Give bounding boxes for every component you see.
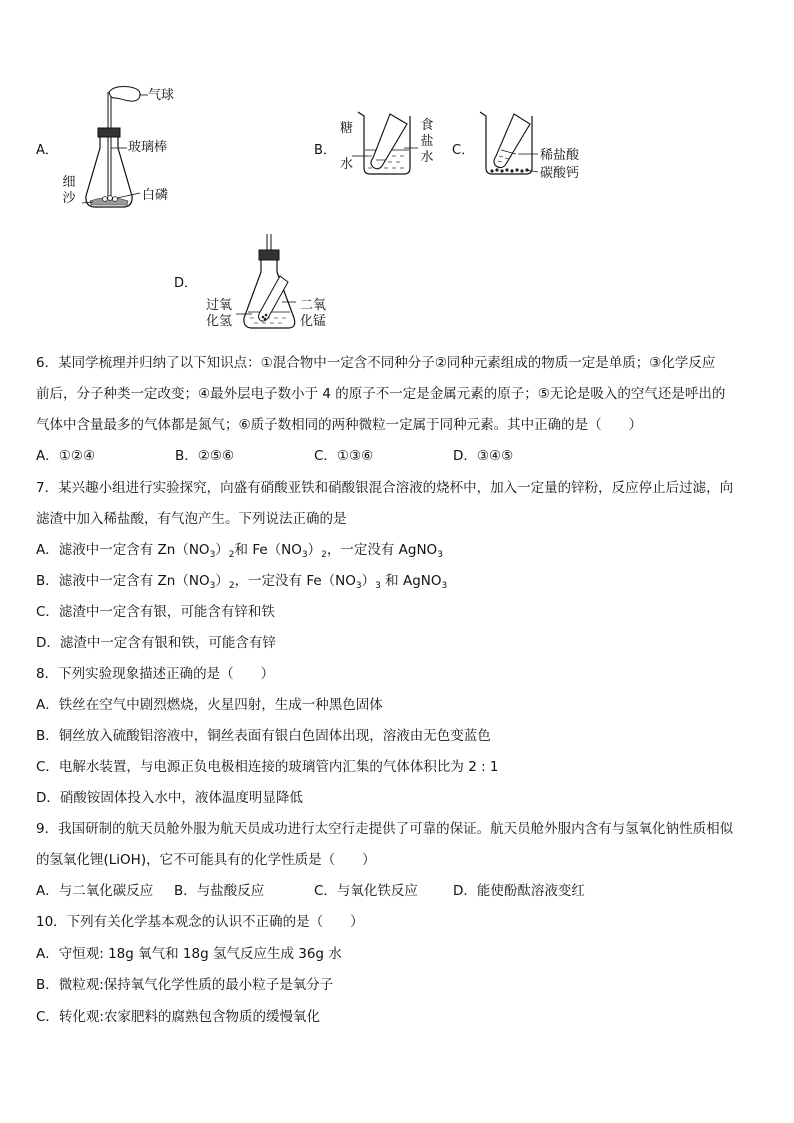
q10-stem: 10．下列有关化学基本观念的认识不正确的是（ ） — [36, 914, 364, 930]
q7-stem-line-1: 7．某兴趣小组进行实验探究，向盛有硝酸亚铁和硝酸银混合溶液的烧杯中，加入一定量的锌粉，反应停止后过滤，向 — [36, 480, 734, 496]
hydrogen-peroxide-label: 过氧化氢 — [205, 298, 232, 329]
q6-stem-line-3: 气体中含量最多的气体都是氮气；⑥质子数相同的两种微粒一定属于同种元素。其中正确的是（ ） — [36, 417, 643, 433]
manganese-dioxide-label: 二氧化锰 — [299, 298, 326, 329]
q10-option-c[interactable]: C．转化观:农家肥料的腐熟包含物质的缓慢氧化 — [36, 1009, 320, 1025]
q9-option-b[interactable]: B．与盐酸反应 — [174, 883, 265, 899]
q7-option-a[interactable]: A．滤液中一定含有 $Zn(NO_3)_2$和 $Fe(NO_3)_2$，一定没有 AgNO$_3$ — [36, 542, 443, 560]
option-a-label: A． — [36, 143, 58, 158]
glass-rod-label: 玻璃棒 — [128, 140, 168, 155]
q8-option-c[interactable]: C．电解水装置，与电源正负电极相连接的玻璃管内汇集的气体体积比为 2 : 1 — [36, 759, 499, 775]
dilute-hcl-label: 稀盐酸 — [540, 148, 580, 163]
calcium-carbonate-label: 碳酸钙 — [540, 166, 580, 181]
q6-option-a[interactable]: A．①②④ — [36, 448, 96, 464]
q7-option-c[interactable]: C．滤渣中一定含有银，可能含有锌和铁 — [36, 604, 275, 620]
q8-option-a[interactable]: A．铁丝在空气中剧烈燃烧，火星四射，生成一种黑色固体 — [36, 697, 383, 713]
q9-stem-line-1: 9．我国研制的航天员舱外服为航天员成功进行太空行走提供了可靠的保证。航天员舱外服内含有与氢氧化钠性质相似 — [36, 821, 734, 837]
q10-option-a[interactable]: A．守恒观: 18g 氧气和 18g 氢气反应生成 36g 水 — [36, 946, 342, 962]
q6-stem-line-2: 前后，分子种类一定改变；④最外层电子数小于 4 的原子不一定是金属元素的原子；⑤无论是吸入的空气还是呼出的 — [36, 386, 726, 402]
q6-option-b[interactable]: B．②⑤⑥ — [175, 448, 235, 464]
white-phosphorus-label: 白磷 — [142, 188, 169, 203]
q7-option-b[interactable]: B．滤液中一定含有 $Zn(NO_3)_2$，一定没有 $Fe(NO_3)_3$ 和 AgNO$_3$ — [36, 573, 448, 591]
q9-stem-line-2: 的氢氧化锂(LiOH)，它不可能具有的化学性质是（ ） — [36, 852, 376, 868]
q8-stem: 8．下列实验现象描述正确的是（ ） — [36, 666, 275, 682]
balloon-label: 气球 — [148, 88, 175, 103]
sugar-label: 糖 — [340, 121, 354, 136]
option-c-label: C． — [452, 143, 475, 158]
q8-option-d[interactable]: D．硝酸铵固体投入水中，液体温度明显降低 — [36, 790, 303, 806]
salt-water-label: 食盐水 — [420, 118, 434, 165]
q9-option-c[interactable]: C．与氧化铁反应 — [314, 883, 418, 899]
q8-option-b[interactable]: B．铜丝放入硫酸铝溶液中，铜丝表面有银白色固体出现，溶液由无色变蓝色 — [36, 728, 491, 744]
q6-option-d[interactable]: D．③④⑤ — [453, 448, 514, 464]
q7-option-d[interactable]: D．滤渣中一定含有银和铁，可能含有锌 — [36, 635, 276, 651]
beaker-b — [352, 110, 422, 180]
option-b-label: B． — [314, 143, 336, 158]
beaker-c — [474, 110, 544, 180]
option-d-label: D． — [174, 276, 198, 291]
water-label: 水 — [340, 157, 354, 172]
fine-sand-label: 细沙 — [62, 175, 76, 206]
q10-option-b[interactable]: B．微粒观:保持氧气化学性质的最小粒子是氧分子 — [36, 977, 334, 993]
q9-option-d[interactable]: D．能使酚酞溶液变红 — [453, 883, 585, 899]
q6-option-c[interactable]: C．①③⑥ — [314, 448, 374, 464]
q9-option-a[interactable]: A．与二氧化碳反应 — [36, 883, 154, 899]
q7-stem-line-2: 滤渣中加入稀盐酸，有气泡产生。下列说法正确的是 — [36, 511, 347, 527]
q6-stem-line-1: 6．某同学梳理并归纳了以下知识点：①混合物中一定含不同种分子②同种元素组成的物质一定是单质；③化学反应 — [36, 355, 716, 371]
